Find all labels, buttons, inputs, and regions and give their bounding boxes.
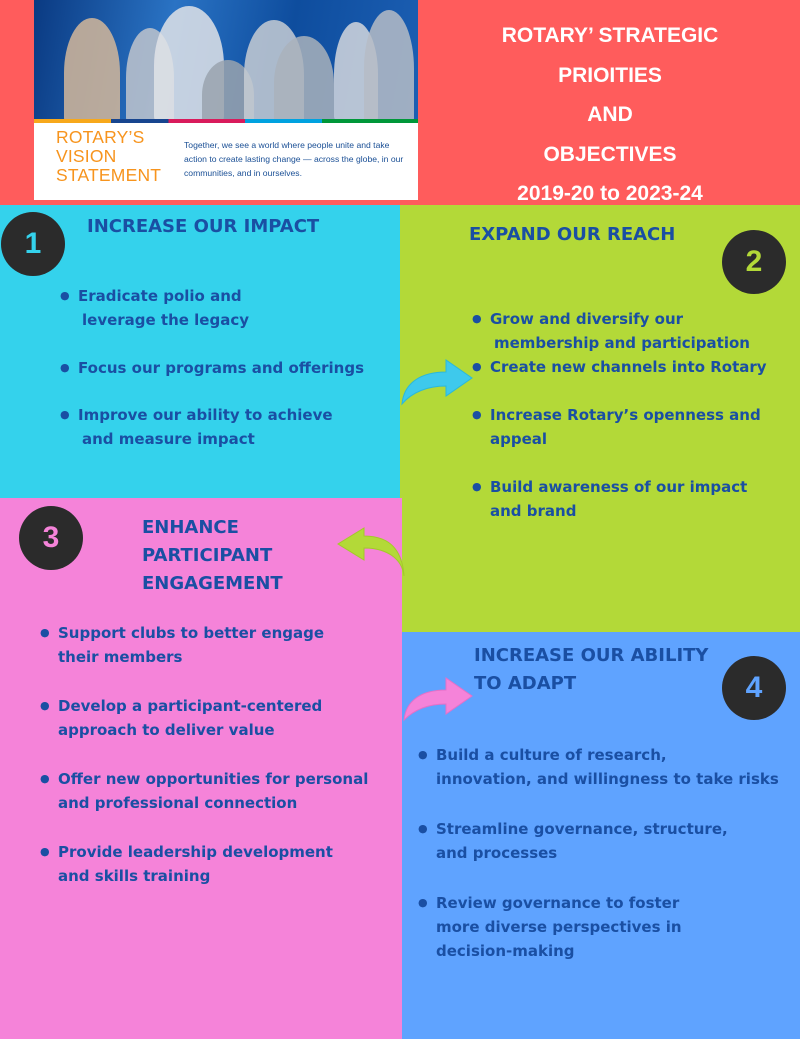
page-title-line: PRIOITIES [558, 63, 662, 87]
objective-item [472, 403, 792, 451]
arrow-to-priority-2-icon [398, 348, 478, 408]
objective-item [40, 621, 402, 669]
objective-item [418, 743, 800, 791]
objective-line: leverage the legacy [82, 311, 250, 329]
objective-line: ● Streamline governance, structure, [436, 820, 728, 838]
priority-4-title-line: TO ADAPT [474, 673, 577, 694]
number-badge-4: 4 [722, 656, 786, 720]
priority-2-title-line: EXPAND OUR REACH [469, 224, 676, 245]
objective-line: ● Build a culture of research, [436, 746, 667, 764]
page-title-line: AND [587, 103, 633, 126]
number-badge-2: 2 [722, 230, 786, 294]
priority-2-objectives [472, 307, 792, 523]
objective-line: ● Eradicate polio and [78, 287, 242, 305]
priority-3-title-line: ENHANCE [142, 517, 239, 538]
objective-item [418, 891, 800, 963]
page-title-line: 2019-20 to 2023-24 [517, 182, 703, 205]
objective-line: ● Develop a participant-centered [58, 697, 323, 715]
arrow-to-priority-3-icon [334, 518, 408, 580]
objective-item [418, 817, 800, 865]
objective-line: ● Create new channels into Rotary [490, 358, 767, 376]
objective-line: and processes [436, 844, 558, 862]
objective-item [472, 307, 792, 355]
objective-line: and skills training [58, 867, 211, 885]
color-strip [34, 119, 418, 123]
objective-line: and brand [490, 502, 577, 520]
objective-item [40, 767, 402, 815]
vision-title-line: STATEMENT [56, 165, 162, 185]
priority-3-title-line: ENGAGEMENT [142, 573, 283, 594]
number-badge-3: 3 [19, 506, 83, 570]
vision-title-line: VISION [56, 146, 117, 166]
priority-1-objectives [60, 284, 390, 451]
objective-line: ● Grow and diversify our [490, 310, 684, 328]
objective-line: appeal [490, 430, 548, 448]
priority-4-objectives [418, 743, 800, 963]
priority-3-title [142, 514, 283, 598]
priority-3-objectives [40, 621, 402, 888]
objective-line: ● Provide leadership development [58, 843, 333, 861]
objective-line: ● Increase Rotary’s openness and [490, 406, 761, 424]
objective-line: membership and participation [494, 334, 750, 352]
vision-title [56, 128, 181, 185]
objective-item [40, 840, 402, 888]
priority-4-title [474, 642, 708, 698]
objective-line: ● Review governance to foster [436, 894, 680, 912]
priority-2-title [469, 221, 675, 249]
vision-statement-card [34, 0, 418, 200]
objective-line: ● Support clubs to better engage [58, 624, 325, 642]
objective-item [472, 355, 792, 379]
people-photo [34, 0, 418, 122]
objective-line: and professional connection [58, 794, 298, 812]
objective-item [40, 694, 402, 742]
priority-4-title-line: INCREASE OUR ABILITY [474, 645, 709, 666]
objective-item [60, 403, 390, 451]
vision-text: Together, we see a world where people unite and take action to create lasting change — across the globe, in our communities, and in ourselves. [184, 140, 404, 178]
arrow-to-priority-4-icon [400, 664, 480, 724]
objective-line: ● Focus our programs and offerings [78, 359, 365, 377]
objective-line: ● Improve our ability to achieve [78, 406, 333, 424]
objective-line: and measure impact [82, 430, 255, 448]
priority-3-title-line: PARTICIPANT [142, 545, 273, 566]
objective-line: their members [58, 648, 183, 666]
objective-line: innovation, and willingness to take risks [436, 770, 779, 788]
objective-line: more diverse perspectives in [436, 918, 682, 936]
page-title-line: OBJECTIVES [543, 142, 677, 166]
objective-line: ● Build awareness of our impact [490, 478, 748, 496]
objective-line: decision-making [436, 942, 575, 960]
objective-line: ● Offer new opportunities for personal [58, 770, 369, 788]
priority-1-title-line: INCREASE OUR IMPACT [87, 216, 320, 237]
objective-item [60, 284, 390, 332]
page-title [460, 16, 760, 214]
objective-item [60, 356, 390, 380]
page-title-line: ROTARY’ STRATEGIC [501, 24, 719, 47]
number-badge-1: 1 [1, 212, 65, 276]
objective-line: approach to deliver value [58, 721, 275, 739]
priority-1-title [87, 213, 319, 241]
objective-item [472, 475, 792, 523]
vision-title-line: ROTARY’S [56, 127, 145, 147]
